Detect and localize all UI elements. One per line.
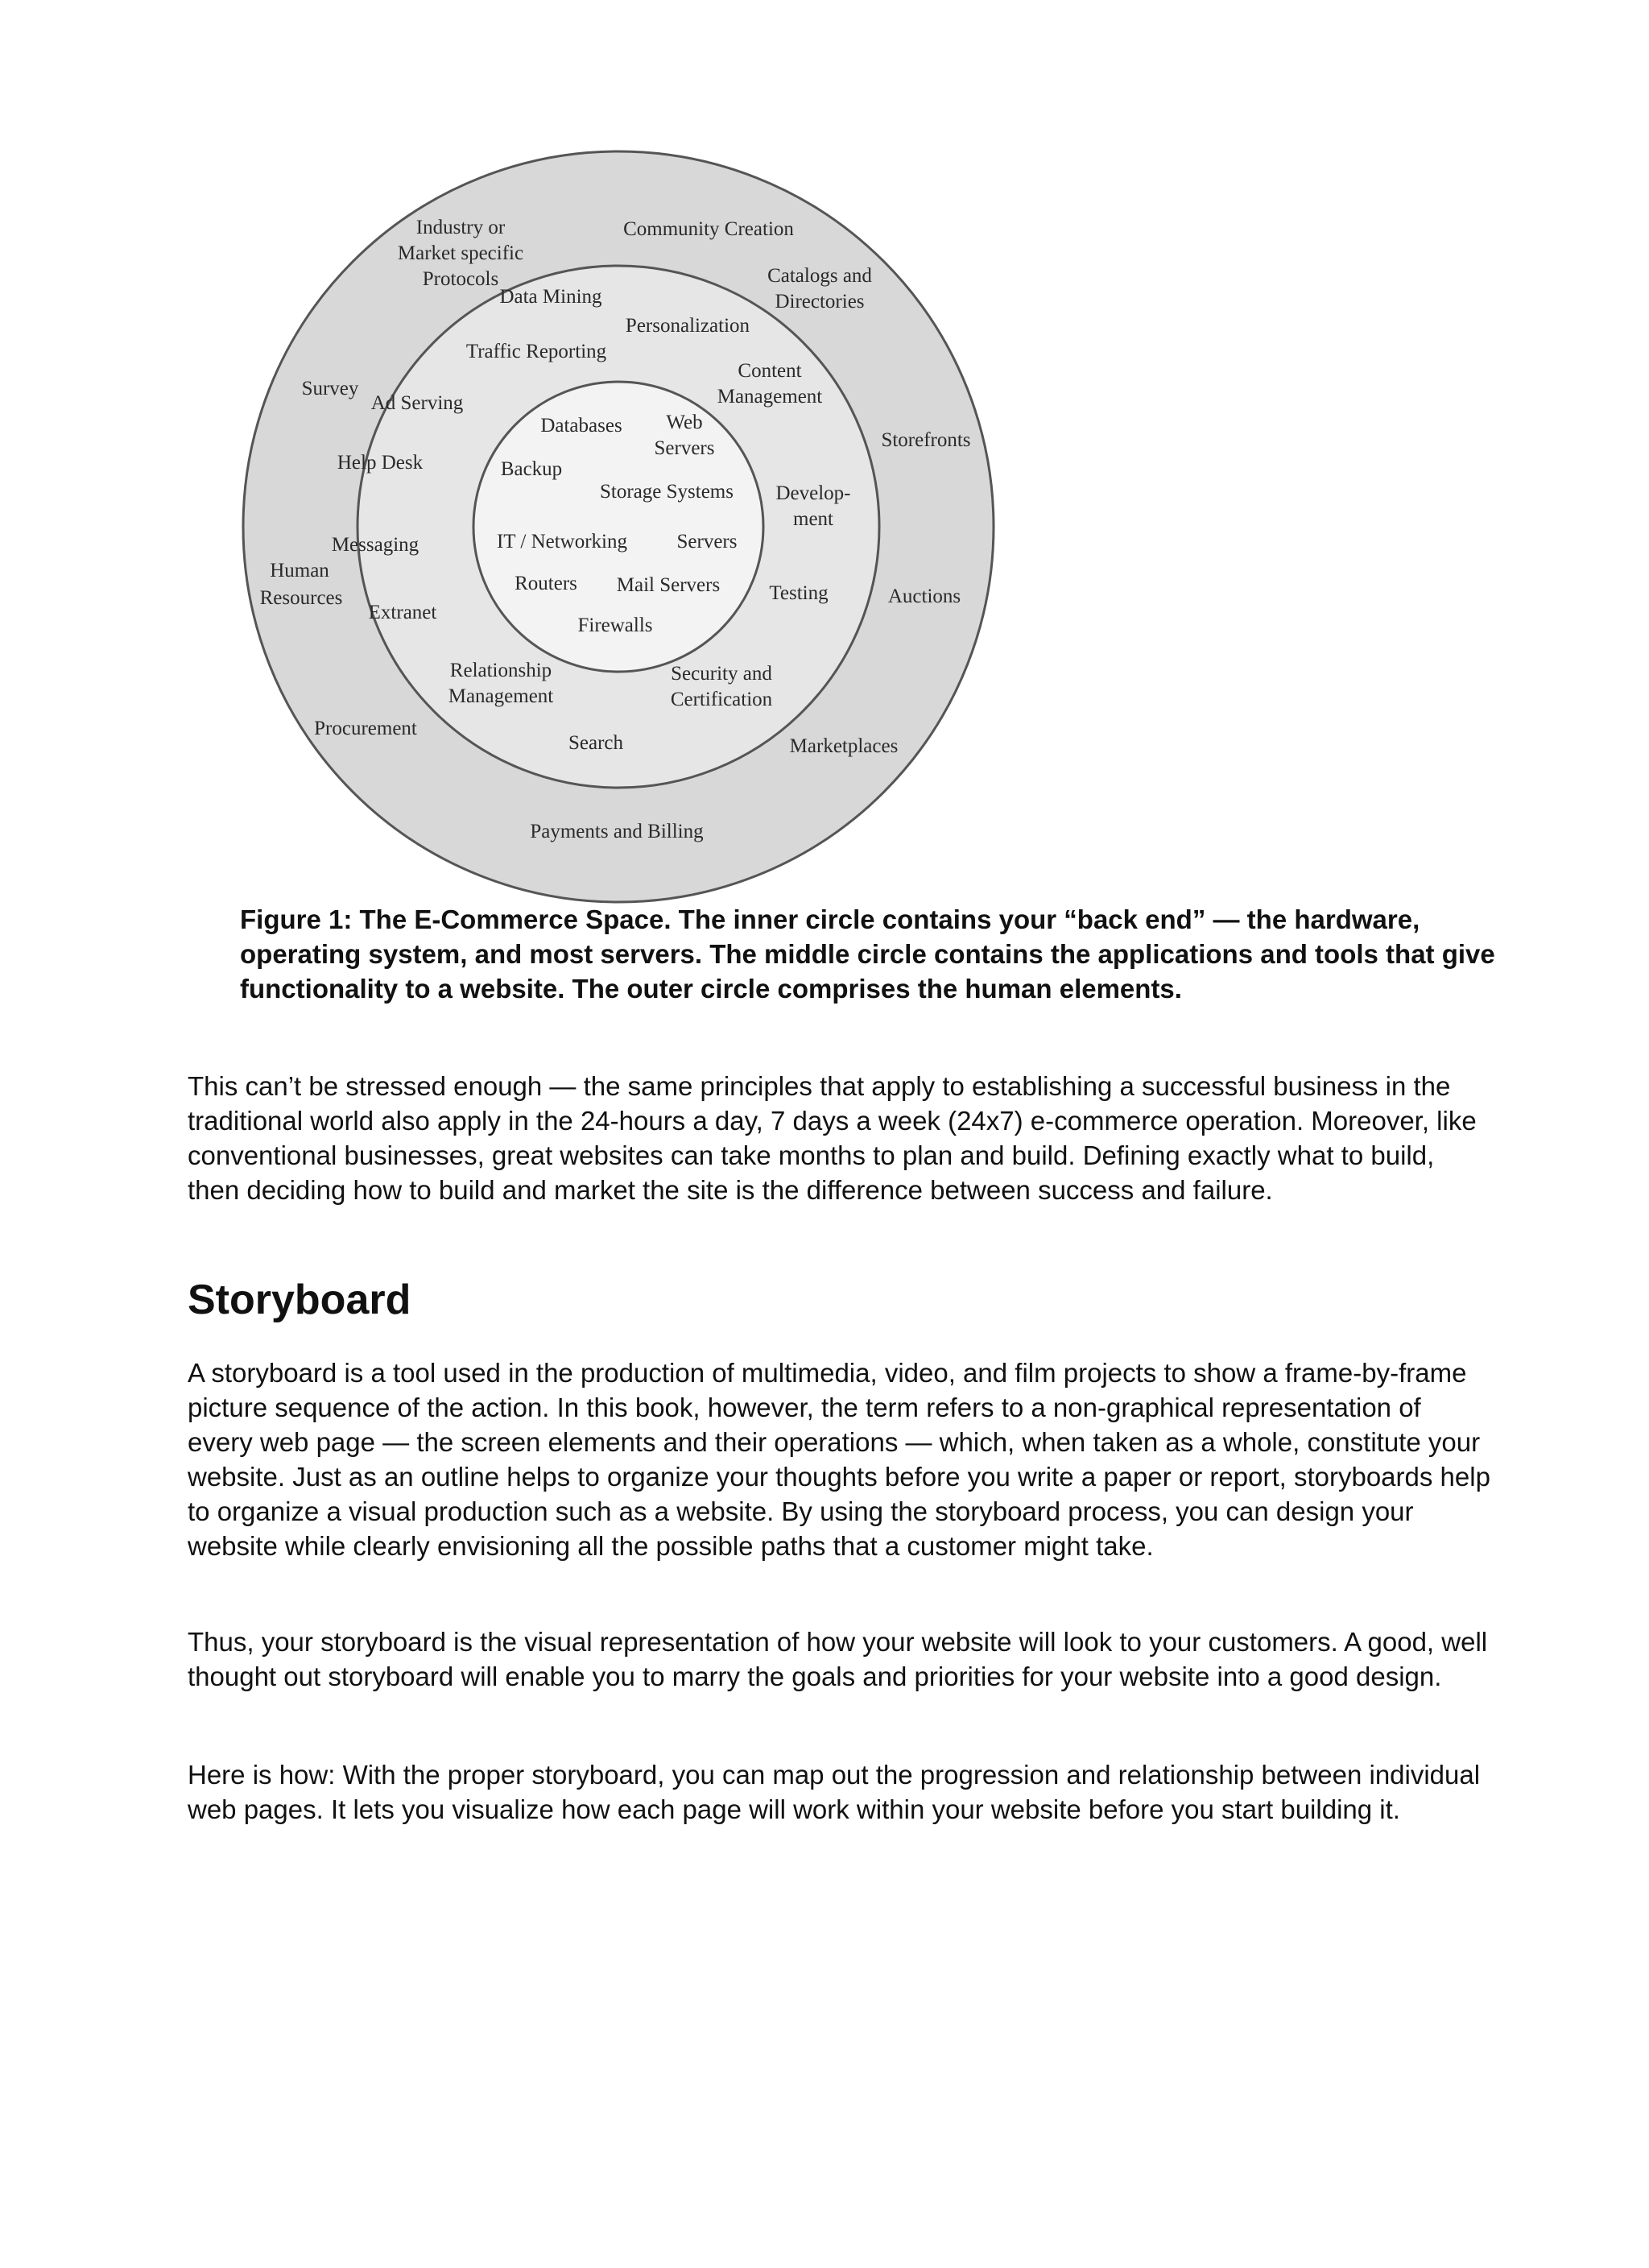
outer-label: Survey — [301, 378, 359, 399]
middle-label: Certification — [670, 689, 773, 710]
middle-label: Search — [568, 732, 624, 754]
middle-label: Personalization — [625, 315, 750, 337]
concentric-circles-diagram — [235, 143, 1002, 910]
middle-label: Management — [448, 685, 554, 707]
middle-label: Ad Serving — [370, 392, 464, 414]
ecommerce-space-diagram — [235, 143, 1002, 910]
inner-label: Mail Servers — [616, 574, 721, 596]
paragraph: Here is how: With the proper storyboard, you can map out the progression and relationship between individual web pages. It lets you visualize how each page will work within your website before you start building it. — [188, 1760, 1481, 1824]
middle-label: Relationship — [449, 660, 552, 681]
outer-label: Directories — [775, 291, 865, 312]
inner-label: Servers — [676, 531, 738, 553]
inner-label: Storage Systems — [600, 481, 734, 503]
paragraph: Thus, your storyboard is the visual representation of how your website will look to your customers. A good, well thought out storyboard will enable you to marry the goals and priorities for your website into a good design. — [188, 1627, 1488, 1691]
inner-label: Backup — [500, 458, 563, 480]
middle-label: Develop- — [775, 482, 851, 504]
outer-label: Marketplaces — [789, 735, 899, 757]
outer-label: Payments and Billing — [530, 821, 704, 842]
middle-label: ment — [793, 508, 833, 530]
outer-label: Procurement — [314, 718, 417, 739]
inner-label: Firewalls — [577, 615, 653, 636]
figure-caption: Figure 1: The E-Commerce Space. The inner circle contains your “back end” — the hardware, operating system, and most servers. The middle circle contains the applications and tools that give functionality to a website. The outer circle comprises the human elements. — [240, 904, 1495, 1004]
outer-label: Resources — [259, 587, 343, 609]
outer-label: Human — [270, 560, 329, 581]
outer-label: Industry or — [415, 217, 506, 238]
inner-label: Databases — [540, 415, 622, 437]
section-heading: Storyboard — [188, 1277, 411, 1323]
middle-label: Traffic Reporting — [465, 341, 607, 362]
middle-label: Extranet — [368, 602, 437, 623]
inner-label: Web — [666, 412, 703, 433]
middle-label: Management — [717, 386, 823, 408]
outer-label: Auctions — [887, 586, 961, 607]
middle-label: Help Desk — [337, 452, 424, 474]
inner-label: IT / Networking — [496, 531, 628, 553]
inner-label: Routers — [515, 573, 577, 594]
outer-label: Storefronts — [881, 429, 971, 451]
outer-label: Market specific — [397, 242, 524, 264]
middle-label: Messaging — [331, 534, 419, 556]
outer-label: Catalogs and — [767, 265, 872, 287]
inner-label: Servers — [654, 437, 715, 459]
paragraph: A storyboard is a tool used in the production of multimedia, video, and film projects to show a frame-by-frame picture sequence of the action. In this book, however, the term refers to a non-graphical representation of every web page — the screen elements and their operations — which, when taken as a whole, constitute your website. Just as an outline helps to organize your thoughts before you write a paper or report, storyboards help to organize a visual production such as a website. By using the storyboard process, you can design your website while clearly envisioning all the possible paths that a customer might take. — [188, 1358, 1490, 1561]
middle-label: Content — [738, 360, 802, 382]
outer-label: Community Creation — [623, 218, 794, 240]
paragraph: This can’t be stressed enough — the same principles that apply to establishing a successful business in the traditional world also apply in the 24-hours a day, 7 days a week (24x7) e-commerce operation. Moreover, like conventional businesses, great websites can take months to plan and build. Defining exactly what to build, then deciding how to build and market the site is the difference between success and failure. — [188, 1071, 1477, 1205]
middle-label: Data Mining — [499, 286, 602, 308]
middle-label: Testing — [769, 582, 829, 604]
middle-label: Security and — [671, 663, 772, 685]
outer-label: Protocols — [422, 268, 499, 290]
